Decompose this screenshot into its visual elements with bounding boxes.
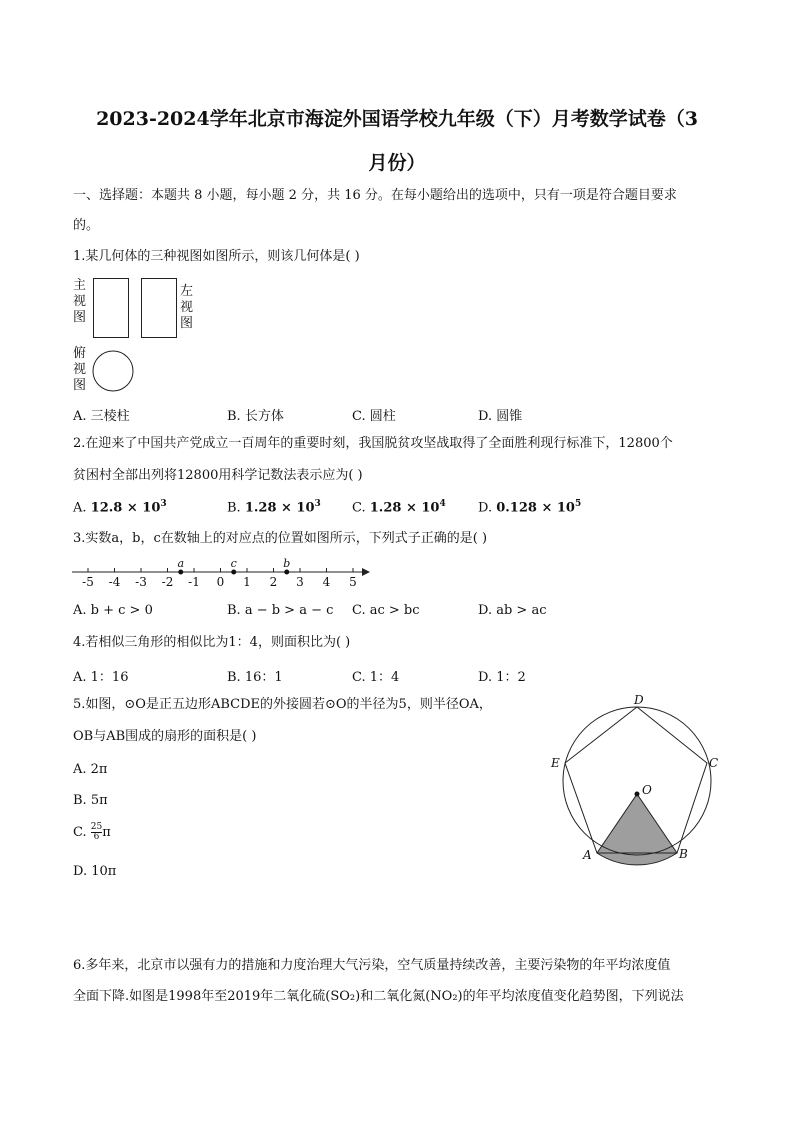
point-label-a: a (177, 557, 185, 570)
q1-option-d[interactable]: D. 圆锥 (478, 409, 523, 424)
front-view-label: 主视图 (73, 278, 87, 325)
point-b (284, 570, 289, 575)
q2-stem-cont: 贫困村全部出列将12800用科学记数法表示应为( ) (73, 468, 363, 483)
fraction-25-6: $\frac{25}{6}$ (90, 822, 103, 842)
q2-option-b[interactable]: B. $1.28 \times 10^3$ (227, 499, 321, 516)
label-o: O (642, 783, 652, 797)
q3-option-a[interactable]: A. b + c > 0 (73, 603, 153, 618)
axis-tick-label: -2 (161, 575, 174, 589)
q3-stem: 3.实数a，b，c在数轴上的对应点的位置如图所示，下列式子正确的是( ) (73, 531, 488, 546)
top-view-label: 俯视图 (73, 346, 87, 393)
page-title: 2023-2024学年北京市海淀外国语学校九年级（下）月考数学试卷（3 (96, 108, 698, 130)
section-heading-cont: 的。 (73, 218, 100, 233)
point-label-b: b (283, 557, 291, 570)
axis-arrow (362, 568, 370, 576)
number-line (68, 552, 378, 592)
axis-tick-label: 2 (269, 575, 278, 589)
q3-option-d[interactable]: D. ab > ac (478, 603, 547, 618)
front-view-rect (93, 278, 129, 338)
q4-option-a[interactable]: A. 1：16 (73, 670, 129, 685)
axis-tick-label: 5 (349, 575, 357, 589)
q4-stem: 4.若相似三角形的相似比为1：4，则面积比为( ) (73, 635, 351, 650)
q4-option-c[interactable]: C. 1：4 (352, 670, 400, 685)
axis-tick-label: 4 (322, 575, 331, 589)
page-title-cont: 月份） (368, 152, 426, 174)
q5-option-d[interactable]: D. 10π (73, 864, 117, 879)
axis-tick-label: 3 (296, 575, 304, 589)
center-point (635, 792, 640, 797)
q1-stem: 1.某几何体的三种视图如图所示，则该几何体是( ) (73, 249, 360, 264)
q4-option-b[interactable]: B. 16：1 (227, 670, 283, 685)
label-c: C (709, 756, 719, 770)
label-a: A (583, 848, 592, 862)
q5-option-b[interactable]: B. 5π (73, 793, 108, 808)
side-view-rect (141, 278, 177, 338)
q1-option-b[interactable]: B. 长方体 (227, 409, 284, 424)
label-e: E (551, 756, 560, 770)
q1-option-c[interactable]: C. 圆柱 (352, 409, 396, 424)
label-b: B (679, 847, 688, 861)
axis-tick-label: 0 (216, 575, 225, 589)
q6-stem-cont: 全面下降.如图是1998年至2019年二氧化硫(SO₂)和二氧化氮(NO₂)的年平均浓度值变化趋势图，下列说法 (73, 989, 684, 1004)
shaded-sector (597, 794, 677, 865)
q2-option-a[interactable]: A. $12.8 \times 10^3$ (73, 499, 167, 516)
axis-tick-label: -1 (188, 575, 200, 589)
q2-stem: 2.在迎来了中国共产党成立一百周年的重要时刻，我国脱贫攻坚战取得了全面胜利现行标准下，12800个 (73, 436, 673, 451)
axis-tick-label: -3 (135, 575, 147, 589)
q4-option-d[interactable]: D. 1：2 (478, 670, 526, 685)
q5-stem: 5.如图，⊙O是正五边形ABCDE的外接圆若⊙O的半径为5，则半径OA， (73, 697, 492, 712)
q6-stem: 6.多年来，北京市以强有力的措施和力度治理大气污染，空气质量持续改善，主要污染物的年平均浓度值 (73, 958, 671, 973)
q3-option-c[interactable]: C. ac > bc (352, 603, 420, 618)
point-label-c: c (230, 557, 237, 570)
label-d: D (634, 693, 644, 707)
section-heading: 一、选择题：本题共 8 小题，每小题 2 分，共 16 分。在每小题给出的选项中，只有一项是符合题目要求 (73, 188, 677, 203)
point-c (231, 570, 236, 575)
q5-stem-cont: OB与AB围成的扇形的面积是( ) (73, 729, 257, 744)
pentagon-figure (545, 690, 735, 870)
q5-option-c[interactable]: C. $\frac{25}{6}$ π (73, 822, 111, 842)
side-view-label: 左视图 (180, 284, 194, 331)
q2-option-d[interactable]: D. $0.128 \times 10^5$ (478, 499, 582, 516)
axis-tick-label: -5 (82, 575, 94, 589)
q2-option-c[interactable]: C. $1.28 \times 10^4$ (352, 499, 446, 516)
q5-option-a[interactable]: A. 2π (73, 762, 108, 777)
axis-tick-label: -4 (108, 575, 121, 589)
top-view-circle (91, 349, 135, 393)
point-a (178, 570, 183, 575)
axis-tick-label: 1 (243, 575, 251, 589)
q1-option-a[interactable]: A. 三棱柱 (73, 409, 130, 424)
q3-option-b[interactable]: B. a − b > a − c (227, 603, 334, 618)
